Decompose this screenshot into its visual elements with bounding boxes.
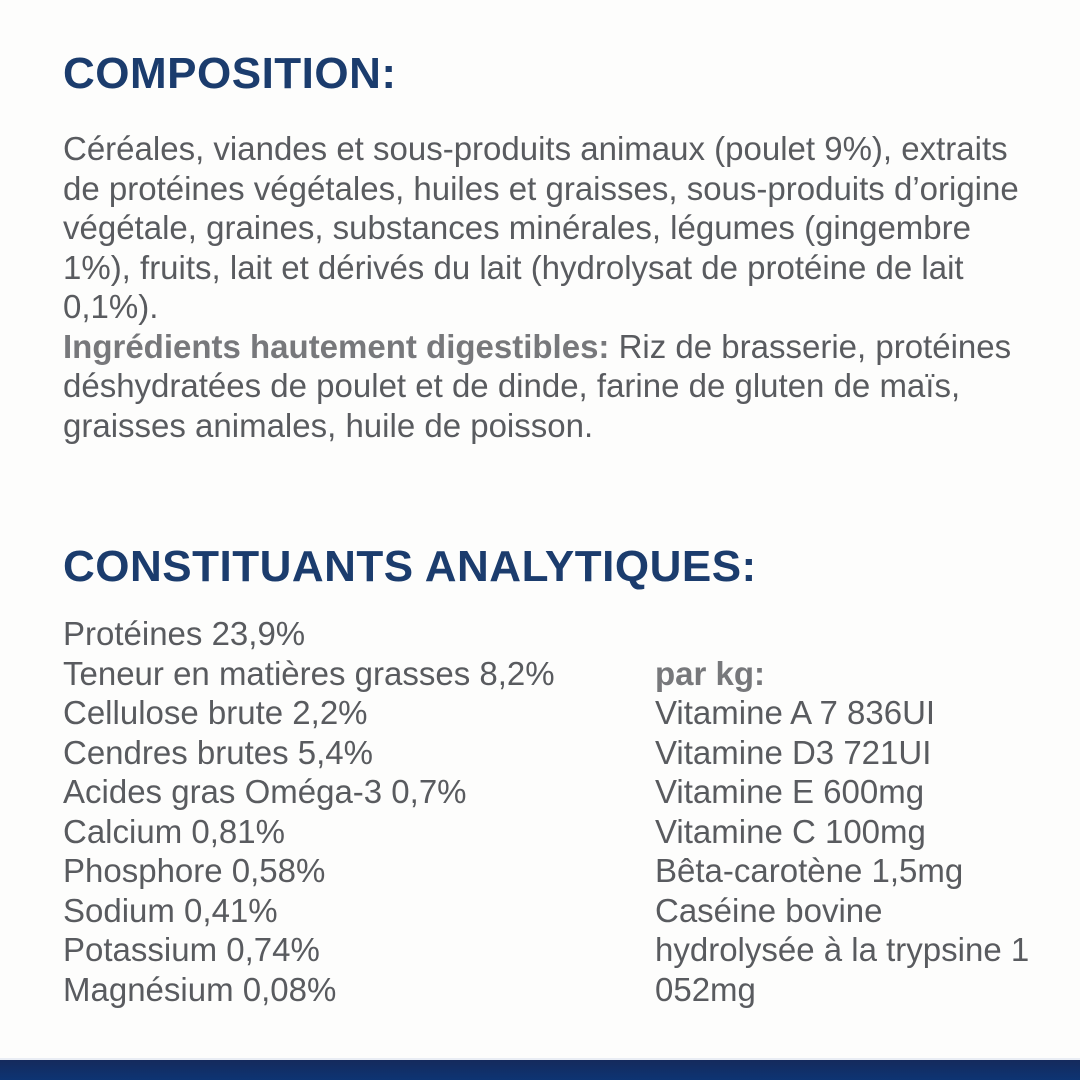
analytical-constituents-section — [63, 542, 1035, 1009]
composition-section — [63, 49, 1035, 445]
nutrient-item: Phosphore 0,58% — [63, 852, 326, 889]
nutrient-columns — [63, 614, 1035, 1009]
nutrient-list-right — [655, 693, 1040, 1009]
nutrient-item: Cendres brutes 5,4% — [63, 733, 374, 771]
nutrient-item: Vitamine E 600mg — [655, 773, 925, 810]
digestible-ingredients-value: Riz de brasserie, protéines déshydratées de poulet et de dinde, farine de gluten de maïs, graisses animales, huile de poisson. — [63, 327, 1012, 444]
nutrient-item: Calcium 0,81% — [63, 812, 285, 850]
nutrient-column-right — [655, 614, 1040, 1009]
nutrient-item: Vitamine A 7 836UI — [655, 694, 936, 731]
nutrient-item: Teneur en matières grasses 8,2% — [63, 654, 555, 692]
nutrient-item: Bêta-carotène 1,5mg — [655, 852, 964, 889]
nutrient-item: Vitamine C 100mg — [655, 812, 926, 850]
digestible-ingredients-label: Ingrédients hautement digestibles: — [63, 327, 610, 365]
nutrient-item: Cellulose brute 2,2% — [63, 694, 368, 731]
nutrient-item: Caséine bovine hydrolysée à la trypsine 1 052mg — [655, 891, 1030, 1008]
nutrient-item: Vitamine D3 721UI — [655, 733, 932, 771]
digestible-ingredients-text — [63, 327, 1035, 446]
nutrient-item: Acides gras Oméga-3 0,7% — [63, 773, 467, 810]
nutrient-item: Sodium 0,41% — [63, 891, 278, 929]
composition-ingredients-text: Céréales, viandes et sous-produits animaux (poulet 9%), extraits de protéines végétales, huiles et graisses, sous-produits d’origine végétale, graines, substances minérales, légumes (gingembre 1%), fruits, lait et dérivés du lait (hydrolysat de protéine de lait 0,1%). — [63, 130, 1019, 325]
composition-heading: COMPOSITION: — [63, 49, 397, 98]
analytical-constituents-heading: CONSTITUANTS ANALYTIQUES: — [63, 542, 757, 591]
nutrient-item: Potassium 0,74% — [63, 931, 320, 968]
nutrient-list-left — [63, 614, 655, 1009]
footer-bar — [0, 1058, 1080, 1080]
nutrient-item: Protéines 23,9% — [63, 615, 306, 652]
nutrient-item: Magnésium 0,08% — [63, 970, 337, 1008]
per-kg-label: par kg: — [655, 654, 766, 692]
